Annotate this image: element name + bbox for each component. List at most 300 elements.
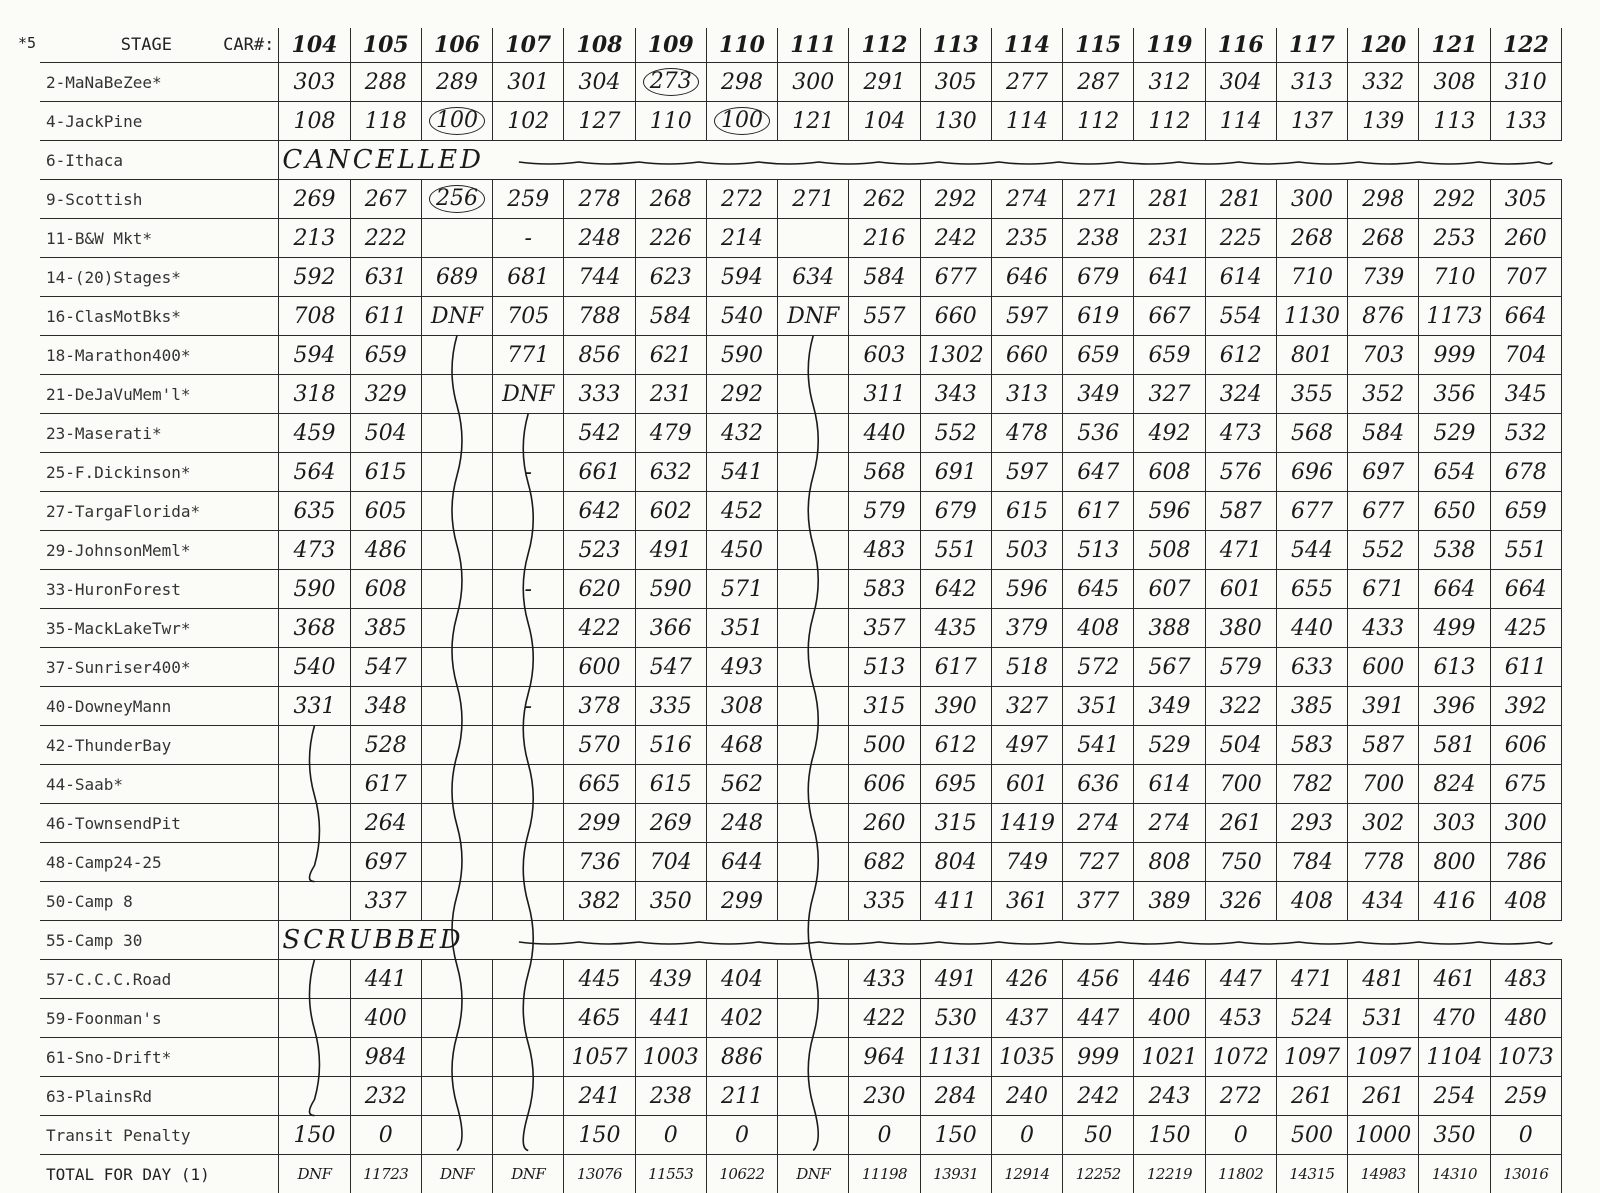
time-cell: 583 (1276, 726, 1347, 765)
time-cell: 368 (279, 609, 350, 648)
time-cell (279, 726, 350, 765)
time-cell: 238 (635, 1077, 706, 1116)
time-cell: 531 (1348, 999, 1419, 1038)
time-cell (778, 414, 849, 453)
time-cell: 351 (706, 609, 777, 648)
time-cell: DNF (279, 1155, 350, 1193)
time-cell: 1021 (1134, 1038, 1205, 1077)
time-cell: 691 (920, 453, 991, 492)
car-number: 108 (564, 28, 635, 63)
time-cell (778, 843, 849, 882)
time-cell: 523 (564, 531, 635, 570)
time-cell: 434 (1348, 882, 1419, 921)
time-cell: 327 (991, 687, 1062, 726)
time-cell: 0 (849, 1116, 920, 1155)
time-cell (421, 375, 492, 414)
time-cell: 447 (1063, 999, 1134, 1038)
stage-name: 2-MaNaBeZee* (40, 63, 279, 102)
time-cell: 615 (350, 453, 421, 492)
time-cell: 254 (1419, 1077, 1490, 1116)
time-cell: 518 (991, 648, 1062, 687)
time-cell: 634 (778, 258, 849, 297)
time-cell: 324 (1205, 375, 1276, 414)
total-row (40, 1155, 1562, 1193)
time-cell (778, 570, 849, 609)
time-cell: 584 (635, 297, 706, 336)
time-cell: 0 (1490, 1116, 1561, 1155)
time-cell: 343 (920, 375, 991, 414)
time-cell: 778 (1348, 843, 1419, 882)
time-cell: 259 (1490, 1077, 1561, 1116)
car-number: 105 (350, 28, 421, 63)
time-cell: 13016 (1490, 1155, 1561, 1193)
time-cell: 1173 (1419, 297, 1490, 336)
time-cell: 824 (1419, 765, 1490, 804)
time-cell: 329 (350, 375, 421, 414)
time-cell: 388 (1134, 609, 1205, 648)
time-cell (493, 1077, 564, 1116)
time-cell: 606 (849, 765, 920, 804)
time-cell: 697 (350, 843, 421, 882)
time-cell: 1104 (1419, 1038, 1490, 1077)
time-cell: 529 (1419, 414, 1490, 453)
stage-name: 48-Camp24-25 (40, 843, 279, 882)
car-number: 119 (1134, 28, 1205, 63)
time-cell (421, 999, 492, 1038)
time-cell: - (493, 453, 564, 492)
time-cell: 241 (564, 1077, 635, 1116)
time-cell: 473 (279, 531, 350, 570)
time-cell: 568 (1276, 414, 1347, 453)
time-cell: 665 (564, 765, 635, 804)
time-cell: 642 (920, 570, 991, 609)
time-cell: 392 (1490, 687, 1561, 726)
time-cell: 590 (279, 570, 350, 609)
stage-row (40, 1077, 1562, 1116)
time-cell: 587 (1205, 492, 1276, 531)
time-cell: 11553 (635, 1155, 706, 1193)
time-cell: 579 (1205, 648, 1276, 687)
time-cell: 0 (635, 1116, 706, 1155)
time-cell: 385 (350, 609, 421, 648)
time-cell: 14983 (1348, 1155, 1419, 1193)
time-cell (778, 219, 849, 258)
time-cell: 453 (1205, 999, 1276, 1038)
time-cell: 113 (1419, 102, 1490, 141)
time-cell: 14315 (1276, 1155, 1347, 1193)
time-cell: 456 (1063, 960, 1134, 999)
time-cell: 516 (635, 726, 706, 765)
time-cell: 800 (1419, 843, 1490, 882)
time-cell: 468 (706, 726, 777, 765)
time-cell (778, 882, 849, 921)
time-cell: 267 (350, 180, 421, 219)
time-cell: 483 (849, 531, 920, 570)
time-cell: 287 (1063, 63, 1134, 102)
time-cell (493, 960, 564, 999)
time-cell: 508 (1134, 531, 1205, 570)
stage-row (40, 102, 1562, 141)
time-cell: 268 (1276, 219, 1347, 258)
time-cell: 481 (1348, 960, 1419, 999)
time-cell (778, 648, 849, 687)
time-cell: 310 (1490, 63, 1561, 102)
time-cell: - (493, 570, 564, 609)
time-cell (778, 687, 849, 726)
time-cell: 707 (1490, 258, 1561, 297)
time-cell: 1302 (920, 336, 991, 375)
time-cell: 14310 (1419, 1155, 1490, 1193)
stage-row (40, 453, 1562, 492)
time-cell: 529 (1134, 726, 1205, 765)
time-cell: 377 (1063, 882, 1134, 921)
time-cell: 704 (635, 843, 706, 882)
time-cell: 214 (706, 219, 777, 258)
time-cell: 291 (849, 63, 920, 102)
time-cell: 557 (849, 297, 920, 336)
time-cell (493, 999, 564, 1038)
time-cell: 379 (991, 609, 1062, 648)
time-cell: 594 (706, 258, 777, 297)
time-cell (421, 453, 492, 492)
time-cell: 272 (706, 180, 777, 219)
stage-name: 50-Camp 8 (40, 882, 279, 921)
time-cell (421, 960, 492, 999)
time-cell: 1130 (1276, 297, 1347, 336)
time-cell: 349 (1063, 375, 1134, 414)
time-cell: 355 (1276, 375, 1347, 414)
time-cell (279, 999, 350, 1038)
time-cell: 446 (1134, 960, 1205, 999)
time-cell: 497 (991, 726, 1062, 765)
time-cell: 253 (1419, 219, 1490, 258)
time-cell: 1072 (1205, 1038, 1276, 1077)
car-number: 121 (1419, 28, 1490, 63)
stage-row (40, 258, 1562, 297)
time-cell: 335 (849, 882, 920, 921)
time-cell: 749 (991, 843, 1062, 882)
time-cell: 491 (635, 531, 706, 570)
time-cell (493, 804, 564, 843)
total-label: TOTAL FOR DAY (1) (40, 1155, 279, 1193)
time-cell: 612 (1205, 336, 1276, 375)
time-cell: 1057 (564, 1038, 635, 1077)
time-cell (279, 1077, 350, 1116)
time-cell: 108 (279, 102, 350, 141)
time-cell: 682 (849, 843, 920, 882)
stage-name: 14-(20)Stages* (40, 258, 279, 297)
time-cell: 1131 (920, 1038, 991, 1077)
time-cell: 612 (920, 726, 991, 765)
time-cell: 396 (1419, 687, 1490, 726)
time-cell: 782 (1276, 765, 1347, 804)
time-cell: 492 (1134, 414, 1205, 453)
time-cell: 600 (1348, 648, 1419, 687)
time-cell: 532 (1490, 414, 1561, 453)
time-cell: 592 (279, 258, 350, 297)
car-number: 107 (493, 28, 564, 63)
time-cell: 238 (1063, 219, 1134, 258)
stage-name: 33-HuronForest (40, 570, 279, 609)
stage-row (40, 609, 1562, 648)
stage-row (40, 570, 1562, 609)
time-cell: 408 (1063, 609, 1134, 648)
time-cell: 274 (991, 180, 1062, 219)
time-cell: 551 (1490, 531, 1561, 570)
stage-times-table (40, 28, 1562, 1193)
time-cell: 262 (849, 180, 920, 219)
time-cell: 620 (564, 570, 635, 609)
time-cell: 703 (1348, 336, 1419, 375)
time-cell: 352 (1348, 375, 1419, 414)
stage-row (40, 63, 1562, 102)
time-cell: 570 (564, 726, 635, 765)
time-cell: 130 (920, 102, 991, 141)
time-cell (421, 687, 492, 726)
time-cell: 659 (1490, 492, 1561, 531)
time-cell: 594 (279, 336, 350, 375)
time-cell: 12252 (1063, 1155, 1134, 1193)
time-cell: 633 (1276, 648, 1347, 687)
time-cell: 268 (1348, 219, 1419, 258)
time-cell: 278 (564, 180, 635, 219)
time-cell: 349 (1134, 687, 1205, 726)
car-number: 109 (635, 28, 706, 63)
time-cell: 677 (920, 258, 991, 297)
time-cell: 544 (1276, 531, 1347, 570)
time-cell: 554 (1205, 297, 1276, 336)
time-cell (778, 804, 849, 843)
time-cell (279, 843, 350, 882)
time-cell: 655 (1276, 570, 1347, 609)
time-cell: 261 (1276, 1077, 1347, 1116)
time-cell (493, 765, 564, 804)
time-cell: 499 (1419, 609, 1490, 648)
time-cell: 567 (1134, 648, 1205, 687)
time-cell: 614 (1205, 258, 1276, 297)
time-cell: 536 (1063, 414, 1134, 453)
stage-name: 6-Ithaca (40, 141, 279, 180)
time-cell: 335 (635, 687, 706, 726)
time-cell: 486 (350, 531, 421, 570)
stage-name: 23-Maserati* (40, 414, 279, 453)
time-cell: 127 (564, 102, 635, 141)
stage-name: 46-TownsendPit (40, 804, 279, 843)
time-cell: 274 (1063, 804, 1134, 843)
time-cell (421, 219, 492, 258)
time-cell: 12219 (1134, 1155, 1205, 1193)
time-cell: 408 (1276, 882, 1347, 921)
time-cell: 583 (849, 570, 920, 609)
time-cell: 964 (849, 1038, 920, 1077)
time-cell: 617 (1063, 492, 1134, 531)
stage-name: 59-Foonman's (40, 999, 279, 1038)
time-cell: 230 (849, 1077, 920, 1116)
stage-row (40, 921, 1562, 960)
time-cell: 664 (1419, 570, 1490, 609)
stage-note: SCRUBBED (279, 921, 1562, 960)
time-cell: 641 (1134, 258, 1205, 297)
stage-row (40, 297, 1562, 336)
time-cell: 447 (1205, 960, 1276, 999)
time-cell: 269 (635, 804, 706, 843)
time-cell: 615 (991, 492, 1062, 531)
time-cell: 547 (350, 648, 421, 687)
time-cell: 491 (920, 960, 991, 999)
time-cell: 646 (991, 258, 1062, 297)
time-cell: 411 (920, 882, 991, 921)
time-cell (493, 414, 564, 453)
car-number: 113 (920, 28, 991, 63)
time-cell: 540 (706, 297, 777, 336)
time-cell: 984 (350, 1038, 421, 1077)
time-cell (493, 648, 564, 687)
time-cell: 661 (564, 453, 635, 492)
time-cell: 483 (1490, 960, 1561, 999)
time-cell: 636 (1063, 765, 1134, 804)
time-cell: 596 (1134, 492, 1205, 531)
time-cell: 856 (564, 336, 635, 375)
time-cell: 739 (1348, 258, 1419, 297)
time-cell (778, 375, 849, 414)
time-cell: 445 (564, 960, 635, 999)
time-cell: 876 (1348, 297, 1419, 336)
time-cell: 102 (493, 102, 564, 141)
time-cell: 259 (493, 180, 564, 219)
time-cell: 271 (778, 180, 849, 219)
stage-name: 61-Sno-Drift* (40, 1038, 279, 1077)
car-number: 110 (706, 28, 777, 63)
time-cell: 114 (991, 102, 1062, 141)
time-cell (279, 765, 350, 804)
time-cell: DNF (493, 375, 564, 414)
time-cell: 333 (564, 375, 635, 414)
time-cell: 264 (350, 804, 421, 843)
time-cell: 298 (1348, 180, 1419, 219)
time-cell: 700 (1348, 765, 1419, 804)
time-cell: 608 (350, 570, 421, 609)
time-cell: 13931 (920, 1155, 991, 1193)
time-cell: 404 (706, 960, 777, 999)
time-cell: 225 (1205, 219, 1276, 258)
time-cell: DNF (778, 297, 849, 336)
time-cell: 222 (350, 219, 421, 258)
time-cell: 391 (1348, 687, 1419, 726)
time-cell: 601 (991, 765, 1062, 804)
time-cell: 139 (1348, 102, 1419, 141)
time-cell: 584 (1348, 414, 1419, 453)
time-cell: 422 (849, 999, 920, 1038)
stage-name: 9-Scottish (40, 180, 279, 219)
car-number: 117 (1276, 28, 1347, 63)
time-cell: 513 (849, 648, 920, 687)
time-cell: 597 (991, 453, 1062, 492)
time-cell: 459 (279, 414, 350, 453)
time-cell: 440 (1276, 609, 1347, 648)
time-cell (279, 960, 350, 999)
time-cell: 292 (1419, 180, 1490, 219)
time-cell (493, 609, 564, 648)
time-cell (778, 765, 849, 804)
time-cell: 727 (1063, 843, 1134, 882)
time-cell: 615 (635, 765, 706, 804)
time-cell: 667 (1134, 297, 1205, 336)
time-cell: 650 (1419, 492, 1490, 531)
time-cell (493, 882, 564, 921)
time-cell: 590 (706, 336, 777, 375)
time-cell: 660 (991, 336, 1062, 375)
time-cell: 300 (778, 63, 849, 102)
time-cell: 435 (920, 609, 991, 648)
time-cell: 13076 (564, 1155, 635, 1193)
stage-row (40, 843, 1562, 882)
time-cell: 697 (1348, 453, 1419, 492)
time-cell: 471 (1205, 531, 1276, 570)
time-cell (279, 1038, 350, 1077)
time-cell: 243 (1134, 1077, 1205, 1116)
stage-row (40, 1116, 1562, 1155)
time-cell: 216 (849, 219, 920, 258)
stage-name: 63-PlainsRd (40, 1077, 279, 1116)
time-cell: 10622 (706, 1155, 777, 1193)
time-cell: 605 (350, 492, 421, 531)
stage-name: 18-Marathon400* (40, 336, 279, 375)
time-cell: 331 (279, 687, 350, 726)
time-cell (421, 336, 492, 375)
time-cell: 400 (350, 999, 421, 1038)
time-cell: 645 (1063, 570, 1134, 609)
time-cell: 647 (1063, 453, 1134, 492)
time-cell: 541 (706, 453, 777, 492)
time-cell: 695 (920, 765, 991, 804)
time-cell: 659 (1134, 336, 1205, 375)
stage-row (40, 804, 1562, 843)
car-number: 106 (421, 28, 492, 63)
stage-header: STAGE (120, 35, 172, 55)
time-cell: 678 (1490, 453, 1561, 492)
time-cell: 380 (1205, 609, 1276, 648)
time-cell: 675 (1490, 765, 1561, 804)
time-cell: 293 (1276, 804, 1347, 843)
time-cell: 465 (564, 999, 635, 1038)
time-cell: 0 (991, 1116, 1062, 1155)
time-cell: 786 (1490, 843, 1561, 882)
time-cell: 232 (350, 1077, 421, 1116)
time-cell: 357 (849, 609, 920, 648)
time-cell: 268 (635, 180, 706, 219)
time-cell: 242 (1063, 1077, 1134, 1116)
time-cell: 473 (1205, 414, 1276, 453)
time-cell: 617 (920, 648, 991, 687)
time-cell: 350 (1419, 1116, 1490, 1155)
time-cell (778, 609, 849, 648)
time-cell (778, 1077, 849, 1116)
time-cell: 433 (849, 960, 920, 999)
time-cell: 150 (564, 1116, 635, 1155)
time-cell (421, 531, 492, 570)
time-cell: 1000 (1348, 1116, 1419, 1155)
time-cell: 471 (1276, 960, 1347, 999)
time-cell: 440 (849, 414, 920, 453)
time-cell: 631 (350, 258, 421, 297)
time-cell: 235 (991, 219, 1062, 258)
time-cell: 1097 (1276, 1038, 1347, 1077)
time-cell (421, 414, 492, 453)
stage-name: 16-ClasMotBks* (40, 297, 279, 336)
stage-row (40, 726, 1562, 765)
time-cell: 771 (493, 336, 564, 375)
time-cell: 705 (493, 297, 564, 336)
